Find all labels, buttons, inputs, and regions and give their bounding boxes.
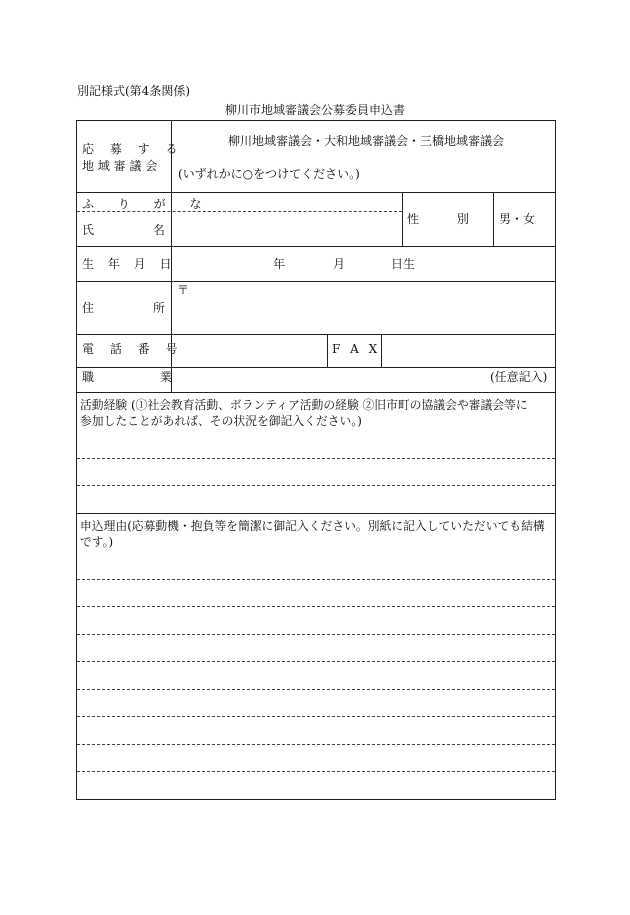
furigana-field[interactable]	[172, 192, 400, 210]
occupation-note: (任意記入)	[490, 370, 548, 384]
activity-writing-area[interactable]	[78, 430, 554, 510]
fax-field[interactable]	[381, 335, 554, 366]
gender-options[interactable]: 男・女	[499, 212, 536, 226]
council-options[interactable]: 柳川地域審議会・大和地域審議会・三橋地域審議会	[228, 134, 505, 148]
furigana-label: ふ り が な	[82, 197, 212, 211]
address-field[interactable]	[172, 282, 554, 333]
fax-label: F A X	[332, 342, 378, 356]
activity-instruction-line2: 参加したことがあれば、その状況を御記入ください。)	[80, 414, 362, 428]
reason-writing-area[interactable]	[78, 552, 554, 798]
birth-month-unit: 月	[333, 257, 346, 271]
address-label: 住 所	[82, 301, 165, 315]
birthdate-label: 生 年 月 日	[82, 257, 172, 271]
activity-instruction-line1: 活動経験 (①社会教育活動、ボランティア活動の経験 ②旧市町の協議会や審議会等に	[80, 398, 528, 412]
gender-label: 性 別	[407, 212, 469, 226]
council-note: (いずれかに○をつけてください。)	[178, 167, 360, 181]
birth-year-unit: 年	[273, 257, 286, 271]
name-label: 氏 名	[82, 223, 165, 237]
phone-label: 電 話 番 号	[82, 342, 178, 356]
postal-mark: 〒	[177, 283, 190, 297]
appendix-label: 別記様式(第4条関係)	[77, 84, 190, 98]
occupation-label: 職 業	[82, 370, 172, 384]
council-label-line1: 応 募 す る	[82, 142, 184, 156]
birth-day-unit: 日生	[391, 257, 416, 271]
name-field[interactable]	[172, 212, 400, 244]
reason-instruction-line2: です。)	[80, 535, 114, 549]
reason-instruction-line1: 申込理由(応募動機・抱負等を簡潔に御記入ください。別紙に記入していただいても結構	[80, 519, 545, 533]
phone-field[interactable]	[172, 335, 324, 366]
form-title: 柳川市地域審議会公募委員申込書	[225, 103, 406, 117]
council-label-line2: 地 域 審 議 会	[82, 159, 158, 173]
